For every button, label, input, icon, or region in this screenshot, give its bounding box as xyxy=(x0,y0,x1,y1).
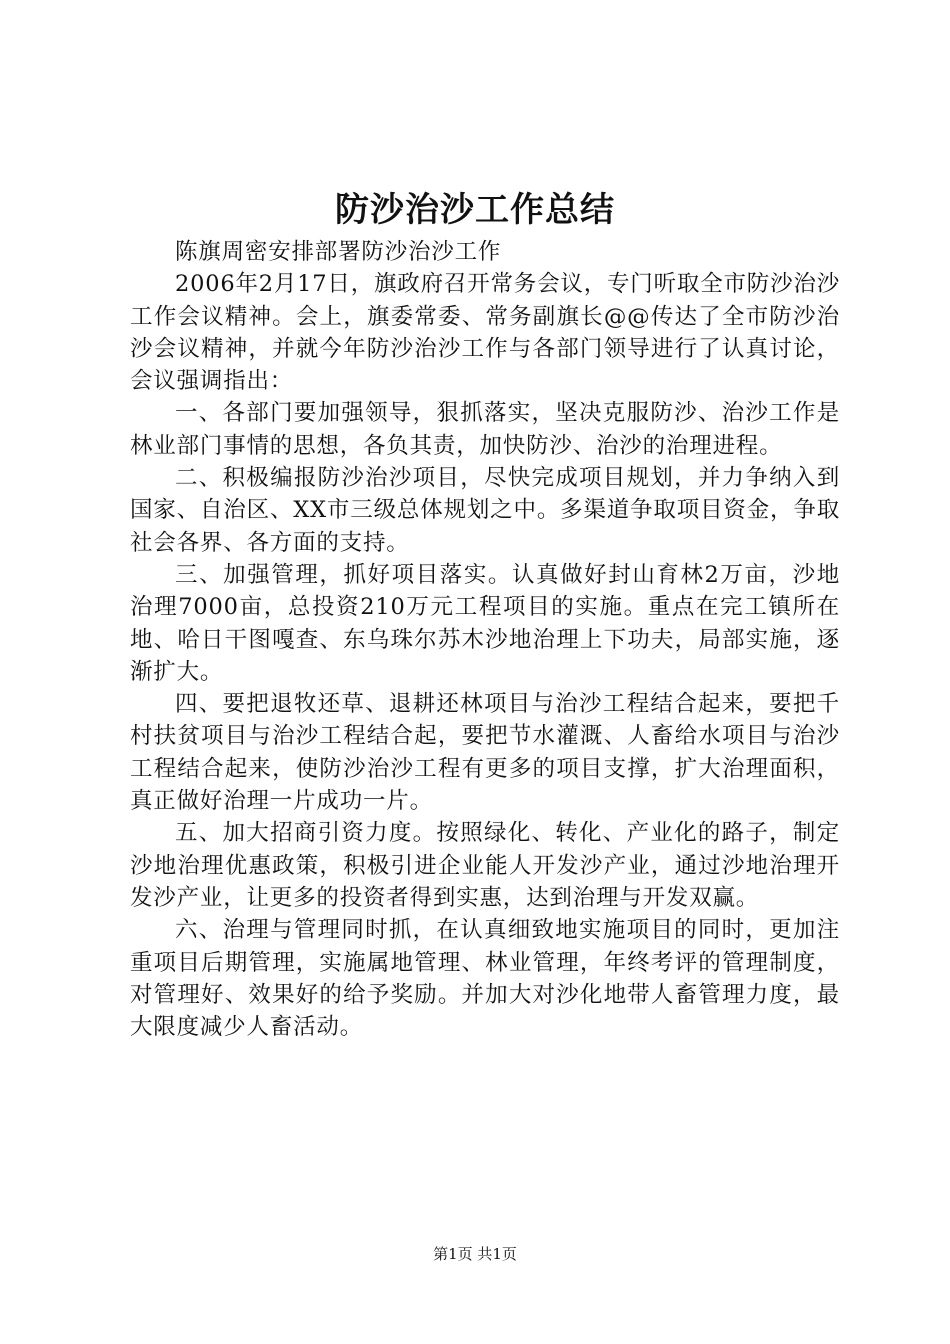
paragraph-point-2: 二、积极编报防沙治沙项目，尽快完成项目规划，并力争纳入到国家、自治区、XX市三级总体规划之中。多渠道争取项目资金，争取社会各界、各方面的支持。 xyxy=(130,465,840,556)
paragraph-intro: 2006年2月17日，旗政府召开常务会议，专门听取全市防沙治沙工作会议精神。会上，旗委常委、常务副旗长@@传达了全市防沙治沙会议精神，并就今年防沙治沙工作与各部门领导进行了认真讨论，会议强调指出： xyxy=(130,271,841,395)
paragraph-point-4: 四、要把退牧还草、退耕还林项目与治沙工程结合起来，要把千村扶贫项目与治沙工程结合起，要把节水灌溉、人畜给水项目与治沙工程结合起来，使防沙治沙工程有更多的项目支撑，扩大治理面积，真正做好治理一片成功一片。 xyxy=(130,691,840,815)
paragraph-subtitle: 陈旗周密安排部署防沙治沙工作 xyxy=(175,239,502,265)
page-footer: 第1页 共1页 xyxy=(433,1245,517,1263)
document-title: 防沙治沙工作总结 xyxy=(335,190,615,230)
document-body xyxy=(130,236,840,1043)
paragraph-point-1: 一、各部门要加强领导，狠抓落实，坚决克服防沙、治沙工作是林业部门事情的思想，各负其责，加快防沙、治沙的治理进程。 xyxy=(130,400,840,459)
paragraph-point-5: 五、加大招商引资力度。按照绿化、转化、产业化的路子，制定沙地治理优惠政策，积极引进企业能人开发沙产业，通过沙地治理开发沙产业，让更多的投资者得到实惠，达到治理与开发双赢。 xyxy=(130,820,840,911)
paragraph-point-3: 三、加强管理，抓好项目落实。认真做好封山育林2万亩，沙地治理7000亩，总投资210万元工程项目的实施。重点在完工镇所在地、哈日干图嘎查、东乌珠尔苏木沙地治理上下功夫，局部实施，逐渐扩大。 xyxy=(130,561,840,685)
paragraph-point-6: 六、治理与管理同时抓，在认真细致地实施项目的同时，更加注重项目后期管理，实施属地管理、林业管理，年终考评的管理制度，对管理好、效果好的给予奖励。并加大对沙化地带人畜管理力度，最大限度减少人畜活动。 xyxy=(130,917,840,1041)
